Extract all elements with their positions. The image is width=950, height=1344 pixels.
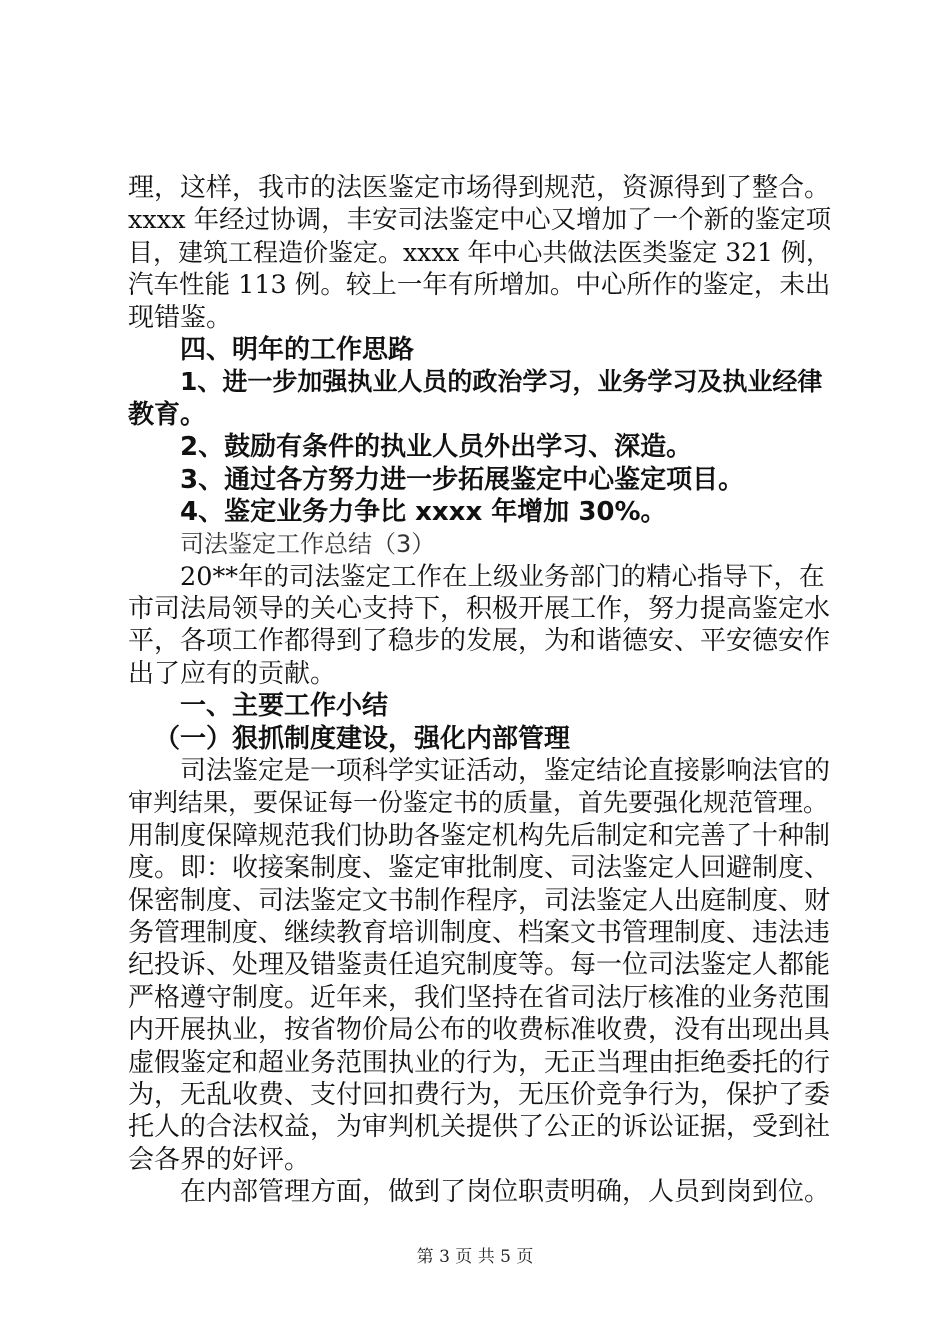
paragraph-line: 虚假鉴定和超业务范围执业的行为，无正当理由拒绝委托的行 xyxy=(128,1047,831,1078)
list-item: 1、进一步加强执业人员的政治学习，业务学习及执业经律 xyxy=(180,367,823,397)
document-title: 司法鉴定工作总结（3） xyxy=(180,530,436,559)
paragraph-line: 20**年的司法鉴定工作在上级业务部门的精心指导下，在 xyxy=(180,561,825,592)
paragraph-line: 在内部管理方面，做到了岗位职责明确，人员到岗到位。 xyxy=(180,1177,831,1208)
paragraph-line: 纪投诉、处理及错鉴责任追究制度等。每一位司法鉴定人都能 xyxy=(128,950,831,981)
paragraph-line: 理，这样，我市的法医鉴定市场得到规范，资源得到了整合。 xyxy=(128,173,831,203)
paragraph-line: 严格遵守制度。近年来，我们坚持在省司法厅核准的业务范围 xyxy=(128,982,831,1013)
paragraph-line: 度。即：收接案制度、鉴定审批制度、司法鉴定人回避制度、 xyxy=(128,853,831,884)
paragraph-line: 审判结果，要保证每一份鉴定书的质量，首先要强化规范管理。 xyxy=(128,788,829,818)
paragraph-line: 市司法局领导的关心支持下，积极开展工作，努力提高鉴定水 xyxy=(128,594,831,625)
list-item: 3、通过各方努力进一步拓展鉴定中心鉴定项目。 xyxy=(180,464,745,495)
paragraph-line: 托人的合法权益，为审判机关提供了公正的诉讼证据，受到社 xyxy=(128,1112,831,1143)
paragraph-line: 平，各项工作都得到了稳步的发展，为和谐德安、平安德安作 xyxy=(128,626,831,657)
paragraph-line: 保密制度、司法鉴定文书制作程序，司法鉴定人出庭制度、财 xyxy=(128,885,831,916)
list-item: 2、鼓励有条件的执业人员外出学习、深造。 xyxy=(180,432,693,463)
paragraph-line: 会各界的好评。 xyxy=(128,1144,311,1175)
page-number-footer: 第 3 页 共 5 页 xyxy=(416,1247,534,1267)
paragraph-line: 内开展执业，按省物价局公布的收费标准收费，没有出现出具 xyxy=(128,1015,831,1046)
paragraph-line: 为，无乱收费、支付回扣费行为，无压价竞争行为，保护了委 xyxy=(128,1079,831,1110)
paragraph-line: 汽车性能 113 例。较上一年有所增加。中心所作的鉴定，未出 xyxy=(128,270,831,301)
paragraph-line: 目，建筑工程造价鉴定。xxxx 年中心共做法医类鉴定 321 例， xyxy=(128,237,831,267)
paragraph-line: 现错鉴。 xyxy=(128,302,233,333)
document-body xyxy=(128,172,833,1209)
paragraph-line: 务管理制度、继续教育培训制度、档案文书管理制度、违法违 xyxy=(128,917,831,948)
paragraph-line: 出了应有的贡献。 xyxy=(128,658,337,689)
subsection-heading: （一）狠抓制度建设，强化内部管理 xyxy=(154,723,571,754)
paragraph-line: xxxx 年经过协调，丰安司法鉴定中心又增加了一个新的鉴定项 xyxy=(128,205,832,236)
list-item: 4、鉴定业务力争比 xxxx 年增加 30%。 xyxy=(180,496,667,527)
section-heading: 四、明年的工作思路 xyxy=(180,334,415,365)
paragraph-line: 司法鉴定是一项科学实证活动，鉴定结论直接影响法官的 xyxy=(180,756,831,787)
list-item-continuation: 教育。 xyxy=(128,399,207,430)
section-heading: 一、主要工作小结 xyxy=(180,691,389,722)
paragraph-line: 用制度保障规范我们协助各鉴定机构先后制定和完善了十种制 xyxy=(128,820,831,851)
